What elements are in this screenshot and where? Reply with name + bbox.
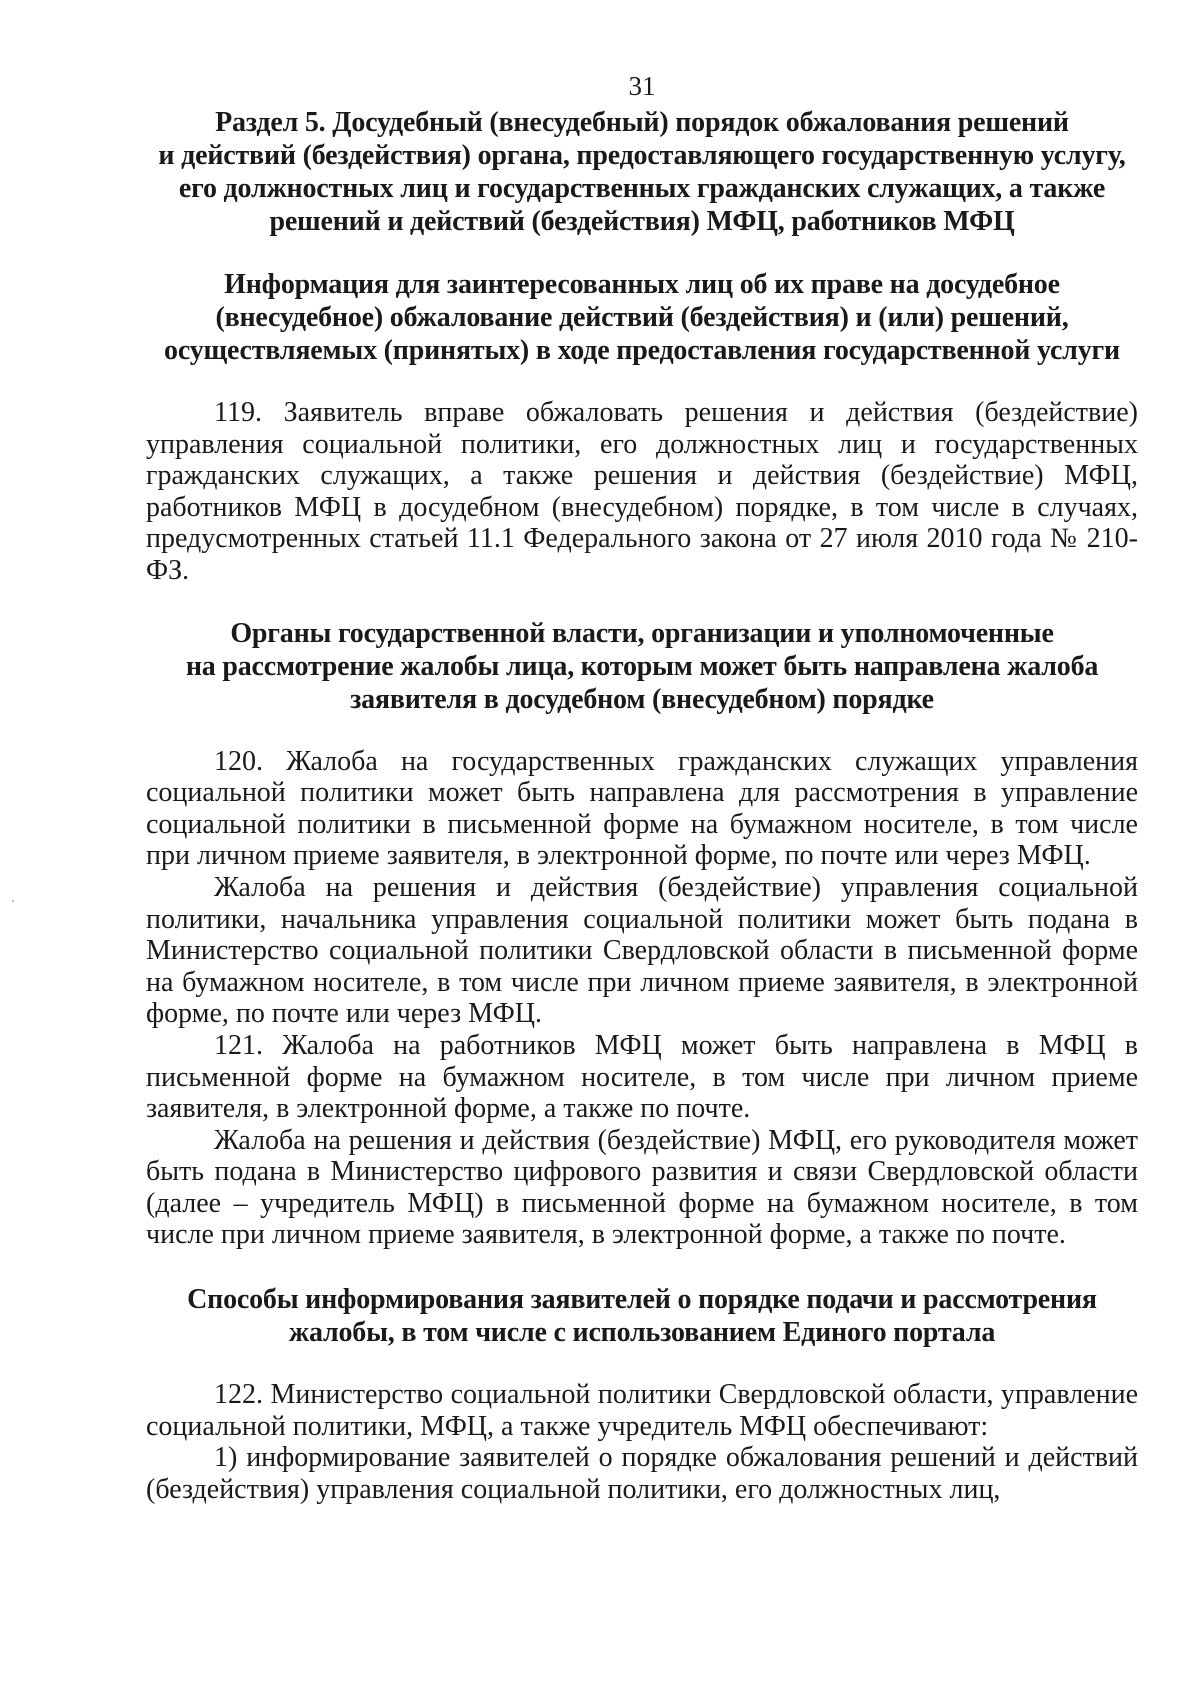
- page-number: 31: [628, 71, 656, 101]
- document-page: [146, 70, 1138, 1505]
- subheading-authorities: [146, 617, 1138, 716]
- subheading-line: заявителя в досудебном (внесудебном) порядке: [350, 683, 934, 715]
- subheading-line: (внесудебное) обжалование действий (бездействия) и (или) решений,: [215, 302, 1069, 333]
- paragraph-group-119: [146, 397, 1138, 587]
- paragraph-120-continued: Жалоба на решения и действия (бездействие) управления социальной политики, начальника управления социальной политики может быть подана в Министерство социальной политики Свердловской области в письменной форме на бумажном носителе, в том числе при личном приеме заявителя, в электронной форме, по почте или через МФЦ.: [146, 871, 1138, 1030]
- paragraph-group-120-121: [146, 746, 1138, 1252]
- subheading-informing: [146, 1283, 1138, 1349]
- paragraph-121-continued: Жалоба на решения и действия (бездействие) МФЦ, его руководителя может быть подана в Министерство цифрового развития и связи Свердловской области (далее – учредитель МФЦ) в письменной форме на бумажном носителе, в том числе при личном приеме заявителя, в электронной форме, а также по почте.: [146, 1124, 1138, 1251]
- paragraph-122-item-1: 1) информирование заявителей о порядке обжалования решений и действий (бездействия) управления социальной политики, его должностных лиц,: [146, 1442, 1138, 1505]
- subheading-line: осуществляемых (принятых) в ходе предоставления государственной услуги: [164, 335, 1120, 366]
- section-heading-line: Раздел 5. Досудебный (внесудебный) порядок обжалования решений: [215, 107, 1069, 138]
- subheading-line: Органы государственной власти, организации и уполномоченные: [230, 617, 1054, 649]
- paragraph-121: 121. Жалоба на работников МФЦ может быть направлена в МФЦ в письменной форме на бумажном носителе, в том числе при личном приеме заявителя, в электронной форме, а также по почте.: [146, 1029, 1138, 1125]
- section-heading-line: его должностных лиц и государственных гражданских служащих, а также: [178, 173, 1106, 204]
- section-heading-line: и действий (бездействия) органа, предоставляющего государственную услугу,: [158, 140, 1126, 171]
- paragraph-119: 119. Заявитель вправе обжаловать решения и действия (бездействие) управления социальной политики, его должностных лиц и государственных гражданских служащих, а также решения и действия (бездействие) МФЦ, работников МФЦ в досудебном (внесудебном) порядке, в том числе в случаях, предусмотренных статьей 11.1 Федерального закона от 27 июля 2010 года № 210-ФЗ.: [146, 397, 1138, 586]
- section-heading-line: решений и действий (бездействия) МФЦ, работников МФЦ: [269, 206, 1015, 237]
- paragraph-120: 120. Жалоба на государственных гражданских служащих управления социальной политики может быть направлена для рассмотрения в управление социальной политики в письменной форме на бумажном носителе, в том числе при личном приеме заявителя, в электронной форме, по почте или через МФЦ.: [146, 745, 1138, 872]
- section-heading: [146, 106, 1138, 238]
- subheading-appeal-rights: [146, 268, 1138, 367]
- subheading-line: Способы информирования заявителей о порядке подачи и рассмотрения: [187, 1284, 1097, 1316]
- paragraph-122: 122. Министерство социальной политики Свердловской области, управление социальной политики, МФЦ, а также учредитель МФЦ обеспечивают:: [146, 1379, 1138, 1442]
- scan-speck: [12, 900, 14, 902]
- subheading-line: на рассмотрение жалобы лица, которым может быть направлена жалоба: [185, 650, 1099, 682]
- subheading-line: Информация для заинтересованных лиц об их праве на досудебное: [224, 269, 1060, 300]
- subheading-line: жалобы, в том числе с использованием Единого портала: [288, 1317, 996, 1349]
- paragraph-group-122: [146, 1379, 1138, 1505]
